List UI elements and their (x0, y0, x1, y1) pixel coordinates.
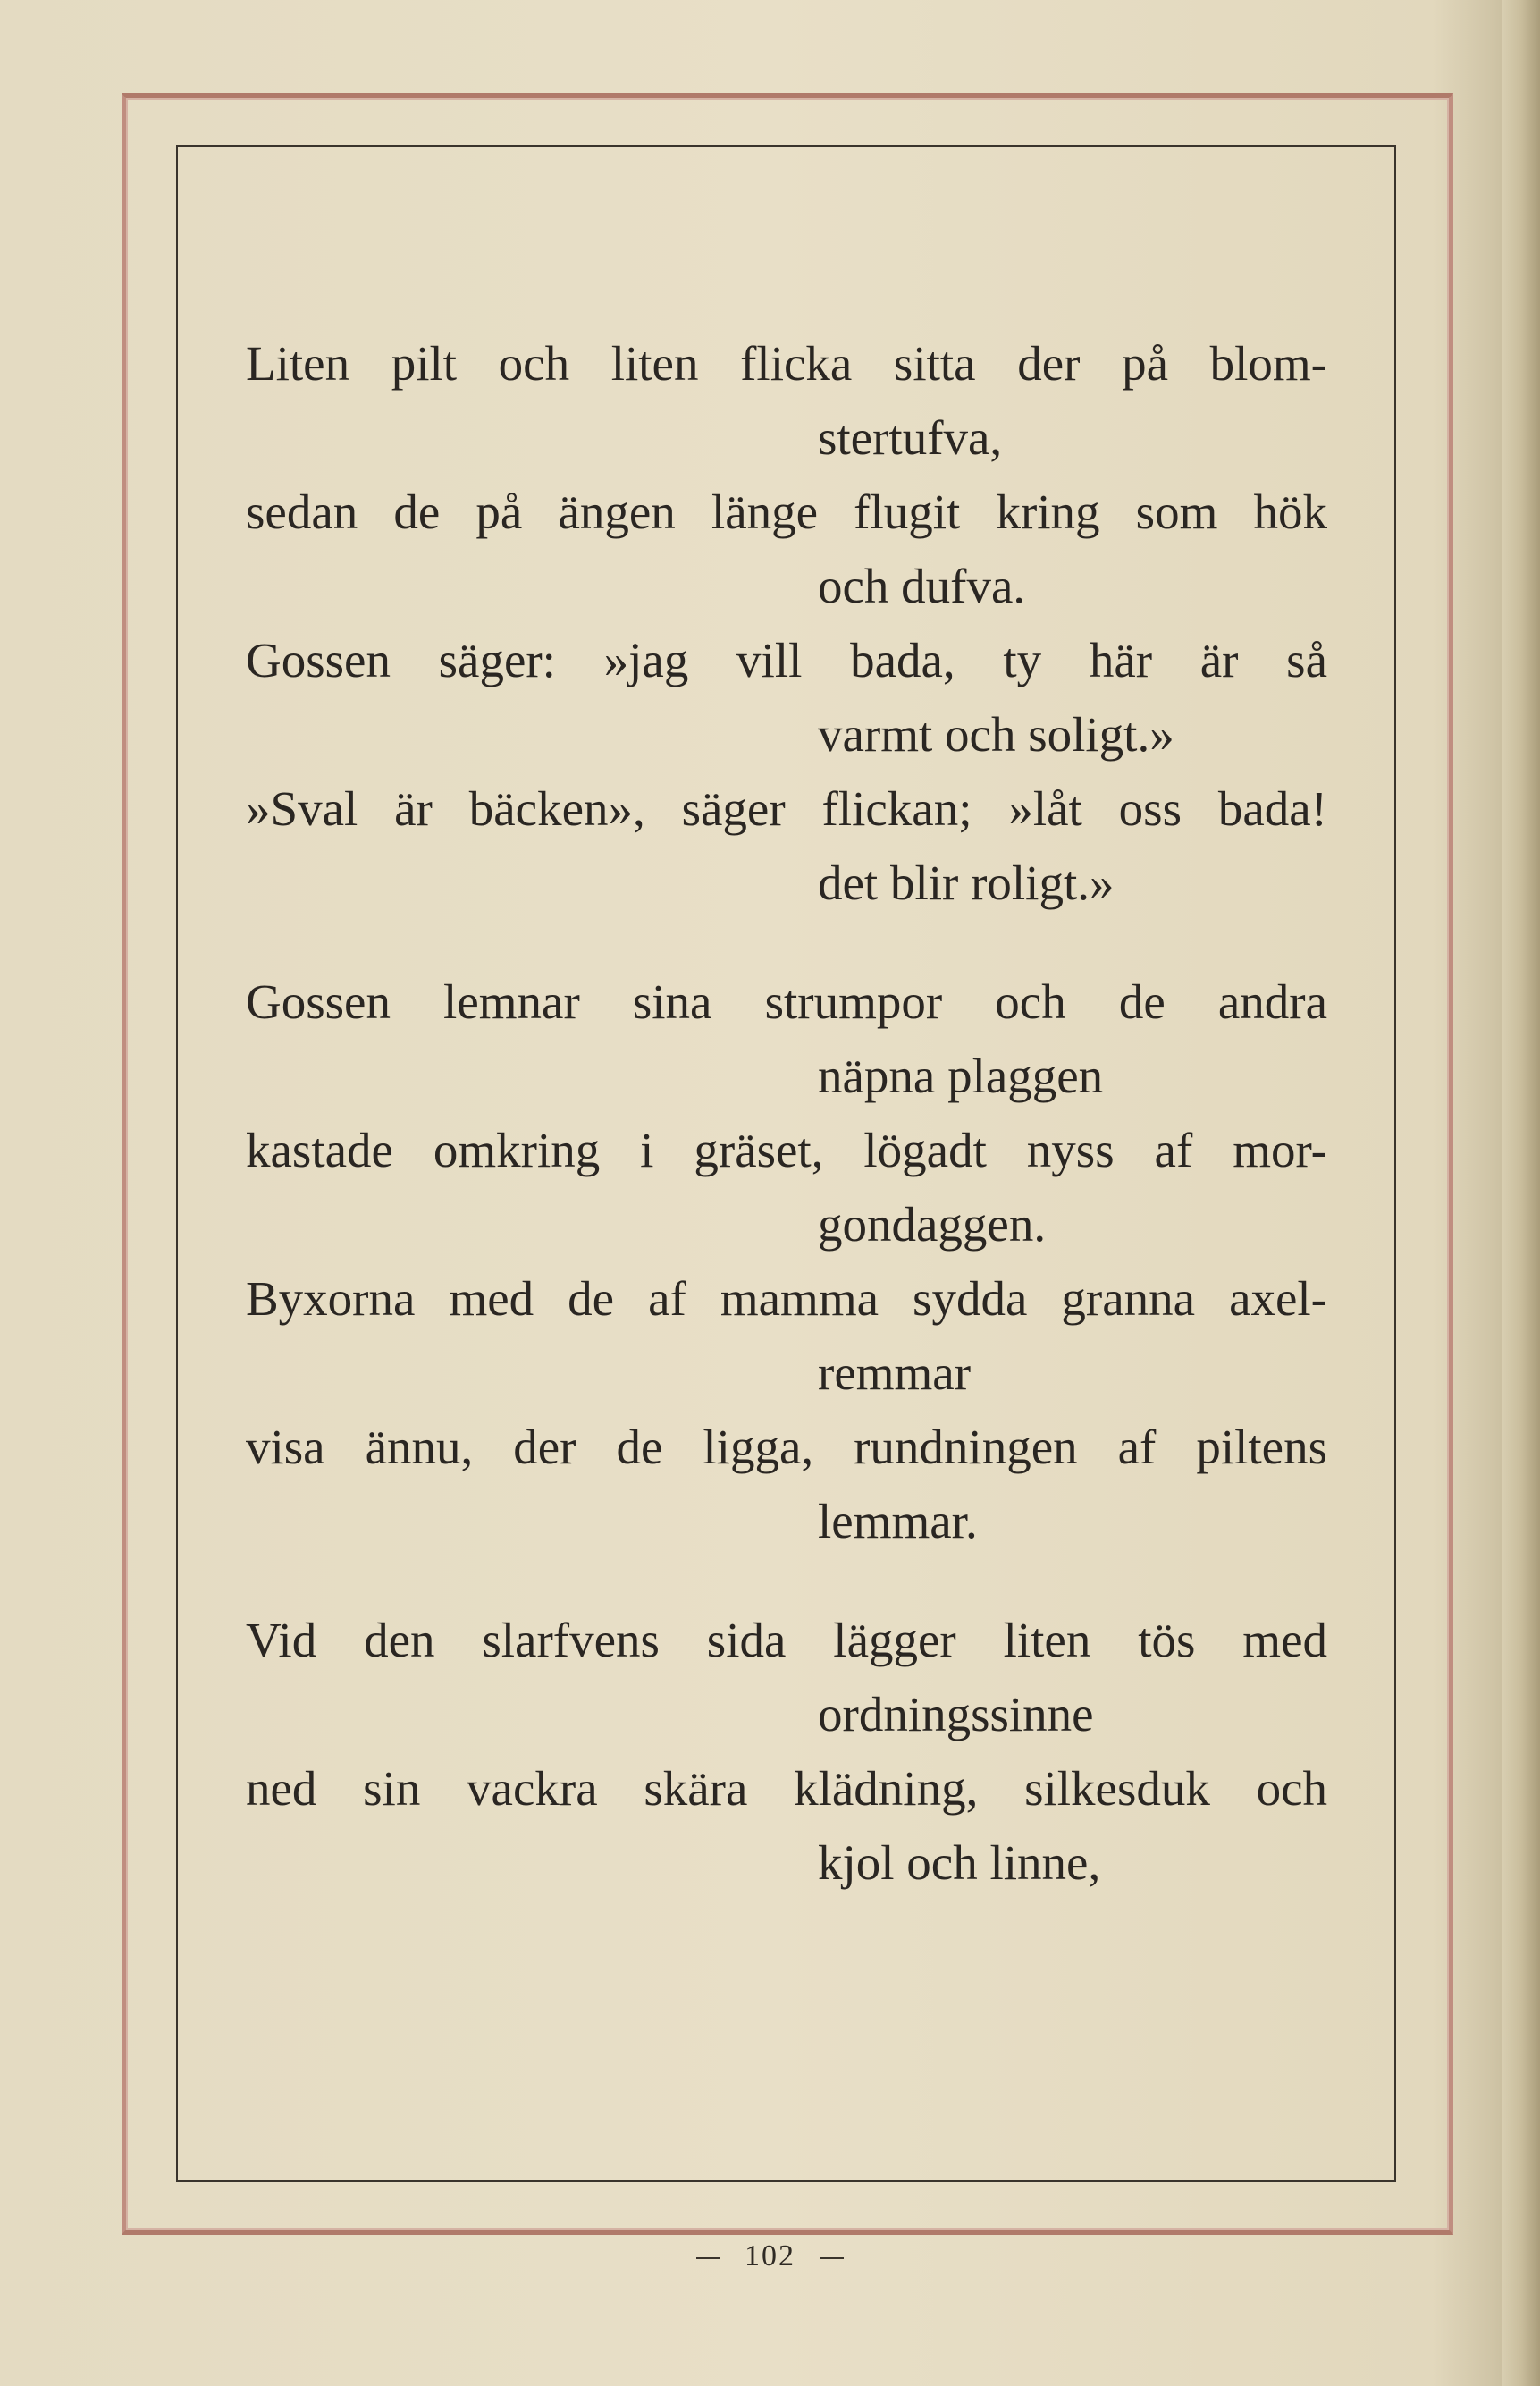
poem-line-continuation: gondaggen. (818, 1197, 1047, 1252)
stanza-2 (246, 965, 1327, 1558)
poem-line: »Sval är bäcken», säger flickan; »låt oss bada! (246, 781, 1327, 836)
dash-right (820, 2257, 844, 2259)
stanza-gap (246, 920, 1327, 965)
poem-line-continuation: näpna plaggen (818, 1049, 1104, 1103)
poem-line-continuation: kjol och linne, (818, 1835, 1101, 1890)
poem-line-continuation: lemmar. (818, 1494, 978, 1548)
poem-line-continuation: ordningssinne (818, 1687, 1094, 1741)
poem-line: Byxorna med de af mamma sydda granna axel- (246, 1271, 1327, 1326)
poem-line: ned sin vackra skära klädning, silkesduk och (246, 1761, 1327, 1816)
page-edge (1502, 0, 1540, 2386)
poem-line: visa ännu, der de ligga, rundningen af piltens (246, 1420, 1327, 1474)
poem-line-continuation: stertufva, (818, 410, 1003, 465)
stanza-1 (246, 326, 1327, 920)
poem (246, 326, 1327, 1900)
dash-left (696, 2257, 720, 2259)
stanza-3 (246, 1603, 1327, 1900)
poem-line: sedan de på ängen länge flugit kring som hök (246, 485, 1327, 539)
poem-line: kastade omkring i gräset, lögadt nyss af mor- (246, 1123, 1327, 1177)
poem-line-continuation: det blir roligt.» (818, 856, 1115, 910)
poem-line: Vid den slarfvens sida lägger liten tös med (246, 1613, 1327, 1667)
page-number-text: 102 (745, 2239, 795, 2272)
page-number (0, 2239, 1540, 2273)
poem-line-continuation: varmt och soligt.» (818, 707, 1174, 762)
poem-line-continuation: remmar (818, 1345, 972, 1400)
poem-line: Liten pilt och liten flicka sitta der på blom- (246, 336, 1327, 391)
poem-line: Gossen säger: »jag vill bada, ty här är så (246, 633, 1327, 687)
poem-line: Gossen lemnar sina strumpor och de andra (246, 974, 1327, 1029)
stanza-gap (246, 1558, 1327, 1603)
poem-line-continuation: och dufva. (818, 559, 1026, 613)
